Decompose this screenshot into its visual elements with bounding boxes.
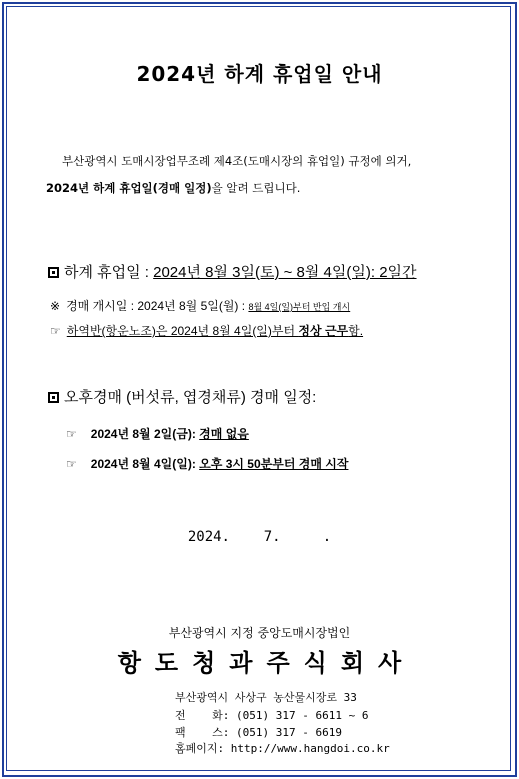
- labor-note-end: 함.: [348, 324, 364, 338]
- black-square-icon: [48, 267, 59, 278]
- intro-line-1: 부산광역시 도매시장업무조례 제4조(도매시장의 휴업일) 규정에 의거,: [62, 154, 412, 168]
- document-date: 2024. 7. .: [187, 529, 332, 545]
- company-subtitle: 부산광역시 지정 중앙도매시장법인: [168, 626, 351, 640]
- company-address: 부산광역시 사상구 농산물시장로 33: [175, 691, 357, 704]
- section-afternoon: [48, 386, 316, 407]
- schedule-desc: 경매 없음: [199, 427, 249, 441]
- labor-note: [50, 322, 363, 339]
- schedule-item: [66, 425, 249, 442]
- labor-note-bold: 정상 근무: [298, 324, 349, 338]
- section-afternoon-label: 오후경매 (버섯류, 엽경채류) 경매 일정:: [64, 389, 317, 406]
- auction-start-note: [50, 297, 350, 314]
- pointing-hand-icon: ☞: [50, 324, 61, 338]
- section-holiday: [48, 261, 417, 282]
- intro-line-2: [46, 180, 300, 196]
- schedule-date: 2024년 8월 2일(금):: [90, 427, 200, 441]
- section-holiday-label: 하계 휴업일 :: [64, 264, 154, 281]
- intro-rest: 을 알려 드립니다.: [211, 181, 301, 195]
- pointing-hand-icon: ☞: [66, 457, 77, 471]
- pointing-hand-icon: ☞: [66, 427, 77, 441]
- schedule-item: [66, 455, 348, 472]
- company-phone: 전 화: (051) 317 - 6611 ~ 6: [175, 709, 369, 722]
- labor-note-text: 하역반(항운노조)은 2024년 8월 4일(일)부터: [66, 324, 299, 338]
- company-fax: 팩 스: (051) 317 - 6619: [175, 726, 342, 739]
- company-homepage: 홈페이지: http://www.hangdoi.co.kr: [175, 742, 390, 755]
- schedule-desc: 오후 3시 50분부터 경매 시작: [199, 457, 349, 471]
- page-title: 2024년 하계 휴업일 안내: [136, 62, 383, 86]
- delivery-start-note: 8월 4일(일)부터 반입 개시: [248, 302, 351, 312]
- auction-start-text: 경매 개시일 : 2024년 8월 5일(월) :: [66, 299, 249, 313]
- company-name: 항도청과주식회사: [117, 648, 416, 677]
- reference-mark-icon: ※: [50, 299, 61, 313]
- holiday-period: 2024년 8월 3일(토) ~ 8월 4일(일): 2일간: [153, 264, 417, 281]
- intro-bold: 2024년 하계 휴업일(경매 일정): [46, 181, 212, 195]
- schedule-date: 2024년 8월 4일(일):: [90, 457, 200, 471]
- black-square-icon: [48, 392, 59, 403]
